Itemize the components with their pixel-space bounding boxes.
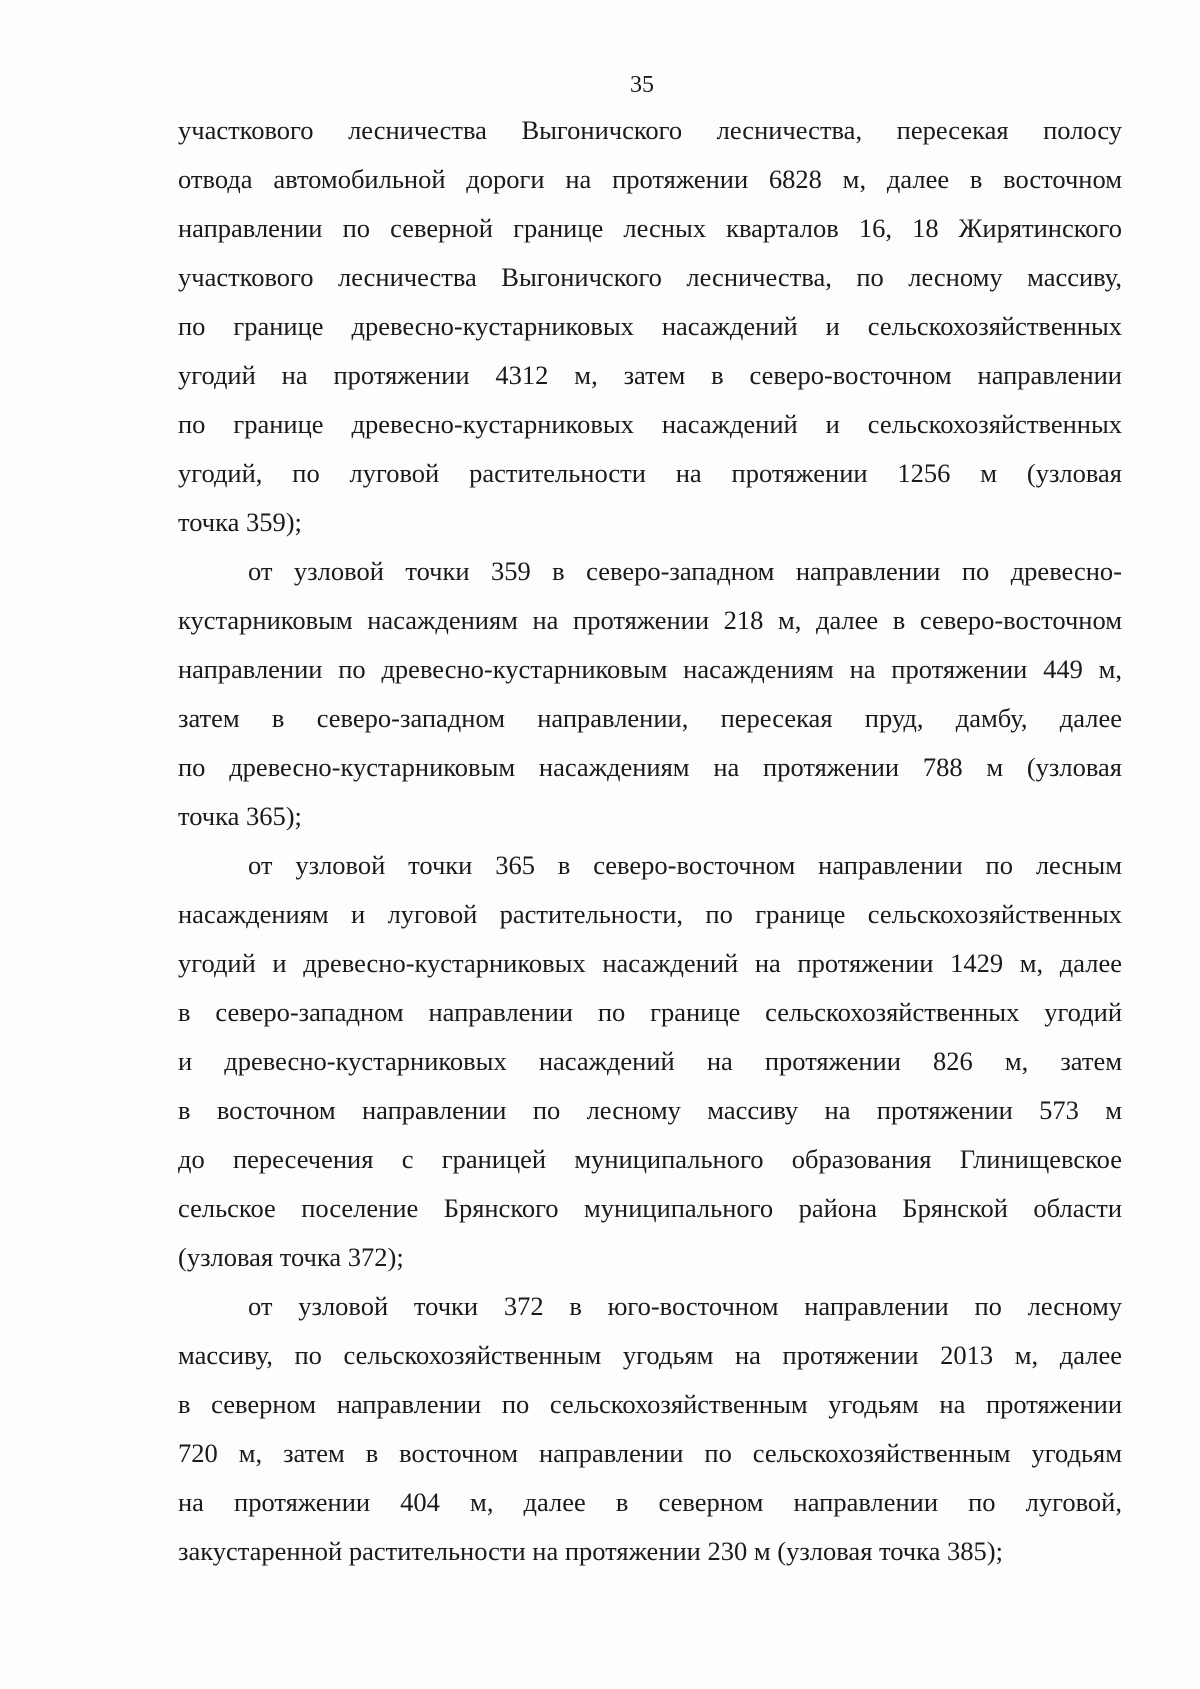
- text-line: направлении по древесно-кустарниковым насаждениям на протяжении 449 м,: [178, 654, 1122, 684]
- text-line: и древесно-кустарниковых насаждений на протяжении 826 м, затем: [178, 1046, 1122, 1076]
- text-line: в северном направлении по сельскохозяйственным угодьям на протяжении: [178, 1389, 1122, 1419]
- text-line: 720 м, затем в восточном направлении по сельскохозяйственным угодьям: [178, 1438, 1122, 1468]
- text-line: сельское поселение Брянского муниципального района Брянской области: [178, 1193, 1122, 1223]
- text-line: от узловой точки 372 в юго-восточном направлении по лесному: [248, 1291, 1122, 1321]
- text-line: по границе древесно-кустарниковых насаждений и сельскохозяйственных: [178, 311, 1122, 341]
- text-line: до пересечения с границей муниципального образования Глинищевское: [178, 1144, 1122, 1174]
- text-line: точка 359);: [178, 507, 302, 537]
- page-number: 35: [630, 72, 654, 98]
- text-line: угодий, по луговой растительности на протяжении 1256 м (узловая: [178, 458, 1122, 488]
- text-line: (узловая точка 372);: [178, 1242, 404, 1272]
- document-body: [178, 106, 1122, 1576]
- text-line: на протяжении 404 м, далее в северном направлении по луговой,: [178, 1487, 1122, 1517]
- paragraph: [178, 1282, 1122, 1576]
- text-line: точка 365);: [178, 801, 302, 831]
- text-line: массиву, по сельскохозяйственным угодьям на протяжении 2013 м, далее: [178, 1340, 1122, 1370]
- text-line: по границе древесно-кустарниковых насаждений и сельскохозяйственных: [178, 409, 1122, 439]
- text-line: в восточном направлении по лесному массиву на протяжении 573 м: [178, 1095, 1122, 1125]
- text-line: насаждениям и луговой растительности, по границе сельскохозяйственных: [178, 899, 1122, 929]
- text-line: в северо-западном направлении по границе сельскохозяйственных угодий: [178, 997, 1122, 1027]
- text-line: кустарниковым насаждениям на протяжении 218 м, далее в северо-восточном: [178, 605, 1122, 635]
- text-line: от узловой точки 365 в северо-восточном направлении по лесным: [248, 850, 1122, 880]
- paragraph: [178, 106, 1122, 547]
- text-line: отвода автомобильной дороги на протяжении 6828 м, далее в восточном: [178, 164, 1122, 194]
- text-line: направлении по северной границе лесных кварталов 16, 18 Жирятинского: [178, 213, 1122, 243]
- paragraph: [178, 547, 1122, 841]
- text-line: участкового лесничества Выгоничского лесничества, по лесному массиву,: [178, 262, 1122, 292]
- text-line: закустаренной растительности на протяжении 230 м (узловая точка 385);: [178, 1536, 1003, 1566]
- text-line: от узловой точки 359 в северо-западном направлении по древесно-: [248, 556, 1122, 586]
- text-line: угодий на протяжении 4312 м, затем в северо-восточном направлении: [178, 360, 1122, 390]
- text-line: угодий и древесно-кустарниковых насаждений на протяжении 1429 м, далее: [178, 948, 1122, 978]
- text-line: участкового лесничества Выгоничского лесничества, пересекая полосу: [178, 115, 1122, 145]
- text-line: по древесно-кустарниковым насаждениям на протяжении 788 м (узловая: [178, 752, 1122, 782]
- paragraph: [178, 841, 1122, 1282]
- text-line: затем в северо-западном направлении, пересекая пруд, дамбу, далее: [178, 703, 1122, 733]
